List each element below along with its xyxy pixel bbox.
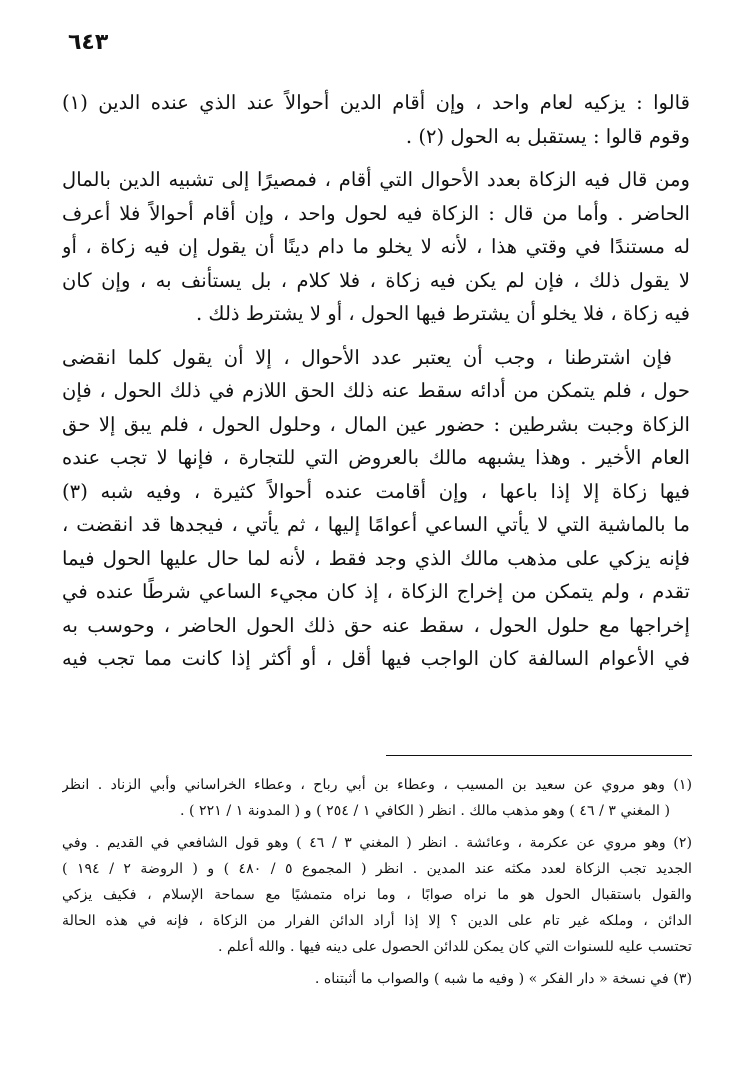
text-line: فيه زكاة ، فلا يخلو أن يشترط فيها الحول ، أو لا يشترط ذلك .	[195, 302, 690, 325]
footnote-line: ( المغني ٣ / ٤٦ ) وهو مذهب مالك . انظر ( الكافي ١ / ٢٥٤ ) و ( المدونة ١ / ٢٢١ ) .	[179, 803, 670, 819]
footnote-line: الدائن ، وملكه غير تام على الدين ؟ إلا إذا أراد الدائن الفرار من الزكاة ، فإنه في هذه الحالة	[62, 913, 692, 929]
footnote-line: (١) وهو مروي عن سعيد بن المسيب ، وعطاء بن أبي رباح ، وعطاء الخراساني وأبي الزناد . انظر	[62, 777, 692, 793]
text-line: حول ، فلم يتمكن من أدائه سقط عنه ذلك الحق اللازم في ذلك الحول ، فإن	[62, 379, 690, 402]
main-text	[62, 86, 690, 676]
text-line: لا يقول ذلك ، فإن لم يكن فيه زكاة ، فلا كلام ، بل يستأنف به ، وإن كان	[62, 268, 690, 292]
text-line: العام الأخير . وهذا يشبهه مالك بالعروض التي للتجارة ، فإنها لا تجب عنده	[62, 446, 690, 469]
footnotes	[62, 772, 692, 998]
text-line: الحاضر . وأما من قال : الزكاة فيه لحول واحد ، وإن أقام أحوالاً فلا أعرف	[62, 201, 690, 225]
footnote-separator	[386, 755, 692, 756]
paragraph-1	[62, 86, 690, 153]
paragraph-2	[62, 163, 690, 331]
text-line: قالوا : يزكيه لعام واحد ، وإن أقام الدين أحوالاً عند الذي عنده الدين (١)	[62, 91, 690, 114]
footnote-line: تحتسب عليه للسنوات التي كان يمكن للدائن الحصول على دينه فيها . والله أعلم .	[218, 939, 692, 955]
footnote-line: الجديد تجب الزكاة لعدد مكثه عند المدين . انظر ( المجموع ٥ / ٤٨٠ ) و ( الروضة ٢ / ١٩٤ )	[62, 861, 692, 877]
text-line: الزكاة وجبت بشرطين : حضور عين المال ، وحلول الحول ، فلم يبق إلا حق	[62, 412, 690, 436]
text-line: له مستندًا في وقتي هذا ، لأنه لا يخلو ما دام دينًا أن يقول إن فيه زكاة ، أو	[62, 235, 690, 258]
text-line: وقوم قالوا : يستقبل به الحول (٢) .	[405, 124, 690, 148]
text-line: في الأعوام السالفة كان الواجب فيها أقل ، أو أكثر إذا كانت مما تجب فيه	[62, 647, 690, 670]
text-line: إخراجها مع حلول الحول ، سقط عنه حق ذلك الحول الحاضر ، وحوسب به	[62, 613, 690, 637]
text-line: ومن قال فيه الزكاة بعدد الأحوال التي أقام ، فمصيرًا إلى تشبيه الدين بالمال	[62, 168, 690, 191]
text-line: فيها زكاة إلا إذا باعها ، وإن أقامت عنده أحوالاً كثيرة ، وفيه شبه (٣)	[62, 479, 690, 503]
footnote-3	[62, 966, 692, 992]
text-line: فإن اشترطنا ، وجب أن يعتبر عدد الأحوال ، إلا أن يقول كلما انقضى	[62, 345, 672, 369]
paragraph-3	[62, 341, 690, 676]
text-line: ما بالماشية التي لا يأتي الساعي أعوامًا إليها ، ثم يأتي ، فيجدها قد انقضت ،	[62, 513, 690, 536]
footnote-2	[62, 830, 692, 960]
footnote-line: (٢) وهو مروي عن عكرمة ، وعائشة . انظر ( المغني ٣ / ٤٦ ) وهو قول الشافعي في القديم . وفي	[62, 835, 692, 851]
footnote-1	[62, 772, 692, 824]
page-number: ٦٤٣	[68, 30, 109, 55]
text-line: تقدم ، ولم يتمكن من إخراج الزكاة ، إذ كان مجيء الساعي شرطًا عنده في	[62, 580, 690, 603]
text-line: فإنه يزكي على مذهب مالك الذي وجد فقط ، لأنه لما حال عليها الحول فيما	[62, 546, 690, 570]
footnote-line: والقول باستقبال الحول هو ما نراه صوابًا ، وما نراه متمشيًا مع سماحة الإسلام ، فكيف يزكي	[62, 887, 692, 903]
footnote-line: (٣) في نسخة « دار الفكر » ( وفيه ما شبه ) والصواب ما أثبتناه .	[314, 971, 692, 987]
